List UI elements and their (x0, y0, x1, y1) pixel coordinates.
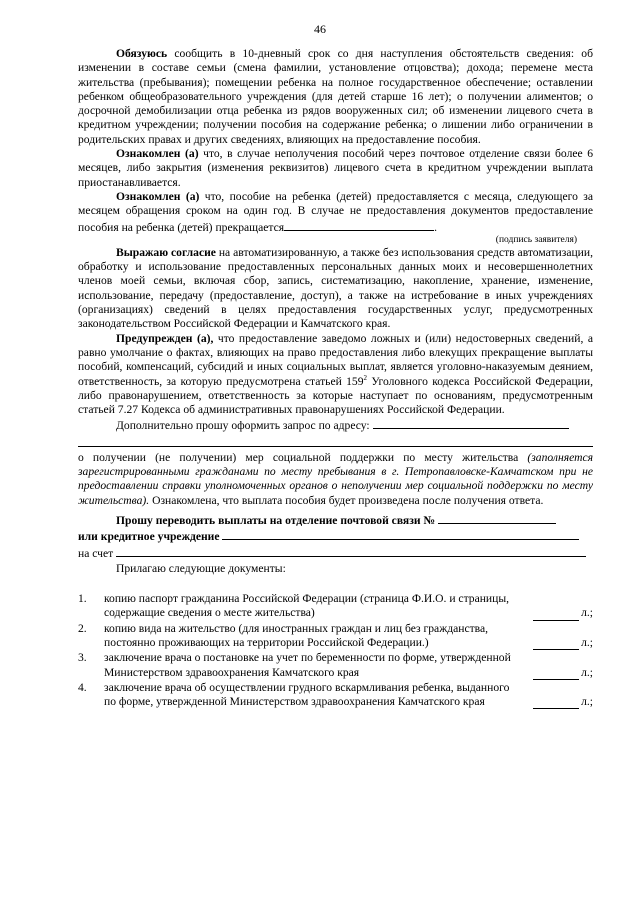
support-paragraph (78, 451, 593, 508)
doc-quantity-field[interactable] (533, 668, 579, 680)
list-item (78, 651, 593, 680)
doc-unit: л.; (581, 635, 593, 649)
doc-unit: л.; (581, 695, 593, 709)
document-body (78, 47, 593, 710)
documents-list (78, 592, 593, 709)
warning-superscript: 2 (363, 373, 368, 382)
support-text: о получении (не получении) мер социальной поддержки по месту жительства (78, 450, 528, 464)
notice-end: . (434, 220, 437, 234)
obligation-paragraph (78, 47, 593, 147)
list-item (78, 622, 593, 651)
notice-heading-1: Ознакомлен (а) (116, 147, 199, 161)
doc-text: копию вида на жительство (для иностранных граждан и лиц без гражданства, постоянно проживающих на территории Российской Федерации.) (104, 621, 489, 649)
doc-quantity-field[interactable] (533, 638, 579, 650)
consent-text: на автоматизированную, а также без использования средств автоматизации, обработку и использование предоставленных персональных данных моих и несовершеннолетних членов моей семьи, включая сбор, запись, систематизацию, накопление, хранение, изменение, использование, передачу (предоставление, доступ), а также на истребование в иных учреждениях (организациях) сведений в целях предоставления государственных услуг, предусмотренных законодательством Российской Федерации и Камчатского края. (78, 245, 593, 331)
doc-unit: л.; (581, 665, 593, 679)
doc-text: копию паспорт гражданина Российской Федерации (страница Ф.И.О. и страницы, содержащие сведения о месте жительства) (104, 592, 510, 620)
warning-paragraph (78, 332, 593, 418)
page-number: 46 (314, 22, 326, 36)
doc-text: заключение врача о постановке на учет по беременности по форме, утвержденной Министерством здравоохранения Камчатского края (104, 651, 511, 679)
doc-unit: л.; (581, 606, 593, 620)
request-text: Дополнительно прошу оформить запрос по адресу: (116, 419, 370, 433)
attachments-intro: Прилагаю следующие документы: (116, 561, 286, 575)
account-field[interactable] (116, 545, 586, 557)
payment-bank-label: или кредитное учреждение (78, 530, 220, 544)
signature-caption: (подпись заявителя) (495, 234, 577, 245)
account-paragraph (78, 545, 593, 561)
doc-quantity-field[interactable] (533, 609, 579, 621)
doc-number: 1. (78, 592, 87, 606)
doc-number: 4. (78, 680, 87, 694)
warning-heading: Предупрежден (а), (116, 331, 214, 345)
doc-quantity (513, 622, 593, 651)
warning-text-cont: Уголовного кодекса Российской Федерации, либо правонарушением, ответственность за которые наступает по основаниям, предусмотренным статьей 7.27 Кодекса об административных правонарушениях Российской Федерации. (78, 374, 593, 417)
bank-field[interactable] (222, 528, 579, 540)
consent-paragraph (78, 246, 593, 332)
notice-text-2: что, пособие на ребенка (детей) предоставляется с месяца, следующего за месяцем обращения сроком на один год. В случае не предоставления документов предоставление пособия на ребенка (детей) прекращается (78, 189, 593, 234)
support-italic-note: (заполняется зарегистрированными гражданами по месту пребывания в г. Петропавловске-Камчатском при не предоставлении справки уполномоченных органов о неполучении мер социальной поддержки по месту жительства). (78, 450, 593, 507)
doc-number: 3. (78, 651, 87, 665)
doc-quantity-field[interactable] (533, 697, 579, 709)
post-office-number-field[interactable] (438, 512, 556, 524)
request-paragraph (78, 417, 593, 433)
obligation-text: сообщить в 10-дневный срок со дня наступления обстоятельств сведения: об изменении в составе семьи (смена фамилии, установление отцовства); дохода; перемене места жительства (пребывания); помещении ребенка на полное государственное обеспечение; оставлении ребенком общеобразовательного учреждения (для детей старше 16 лет); о получении алиментов; о досрочной демобилизации отца ребенка из рядов вооруженных сил; об изменении лицевого счета в кредитном учреждении; получении пособия на содержание ребенка; о лишении либо ограничении в родительских правах и других сведениях, влияющих на предоставление пособия. (78, 47, 593, 146)
notice-paragraph-1 (78, 147, 593, 190)
account-label: на счет (78, 546, 114, 560)
warning-text: что предоставление заведомо ложных и (или) недостоверных сведений, а равно умолчание о фактах, влияющих на право предоставления либо влекущих прекращение выплаты пособий, компенсаций, субсидий и иных социальных выплат, является уголовно-наказуемым деянием, ответственность, за которую предусмотрена статьей 159 (78, 331, 593, 388)
list-item (78, 681, 593, 710)
request-address-field[interactable] (373, 417, 569, 429)
payment-post-paragraph (78, 512, 593, 528)
signature-line[interactable] (284, 219, 434, 231)
doc-number: 2. (78, 621, 87, 635)
doc-quantity (513, 592, 593, 621)
doc-quantity (513, 651, 593, 680)
notice-heading-2: Ознакомлен (а) (116, 189, 200, 203)
list-item (78, 592, 593, 621)
notice-text-1: что, в случае неполучения пособий через почтовое отделение связи более 6 месяцев, либо закрытия (изменения реквизитов) лицевого счета в кредитном учреждении выплата приостанавливается. (78, 147, 594, 189)
payment-post-label: Прошу переводить выплаты на отделение почтовой связи № (116, 513, 436, 527)
consent-heading: Выражаю согласие (116, 245, 216, 259)
support-text-end: Ознакомлена, что выплата пособия будет произведена после получения ответа. (149, 493, 544, 507)
obligation-heading: Обязуюсь (116, 47, 168, 60)
address-field-line[interactable] (78, 434, 593, 447)
doc-text: заключение врача об осуществлении грудного вскармливания ребенка, выданного по форме, утвержденной Министерством здравоохранения Камчатского края (104, 680, 510, 709)
payment-bank-paragraph (78, 528, 593, 544)
notice-paragraph-2 (78, 190, 593, 235)
doc-quantity (513, 681, 593, 710)
